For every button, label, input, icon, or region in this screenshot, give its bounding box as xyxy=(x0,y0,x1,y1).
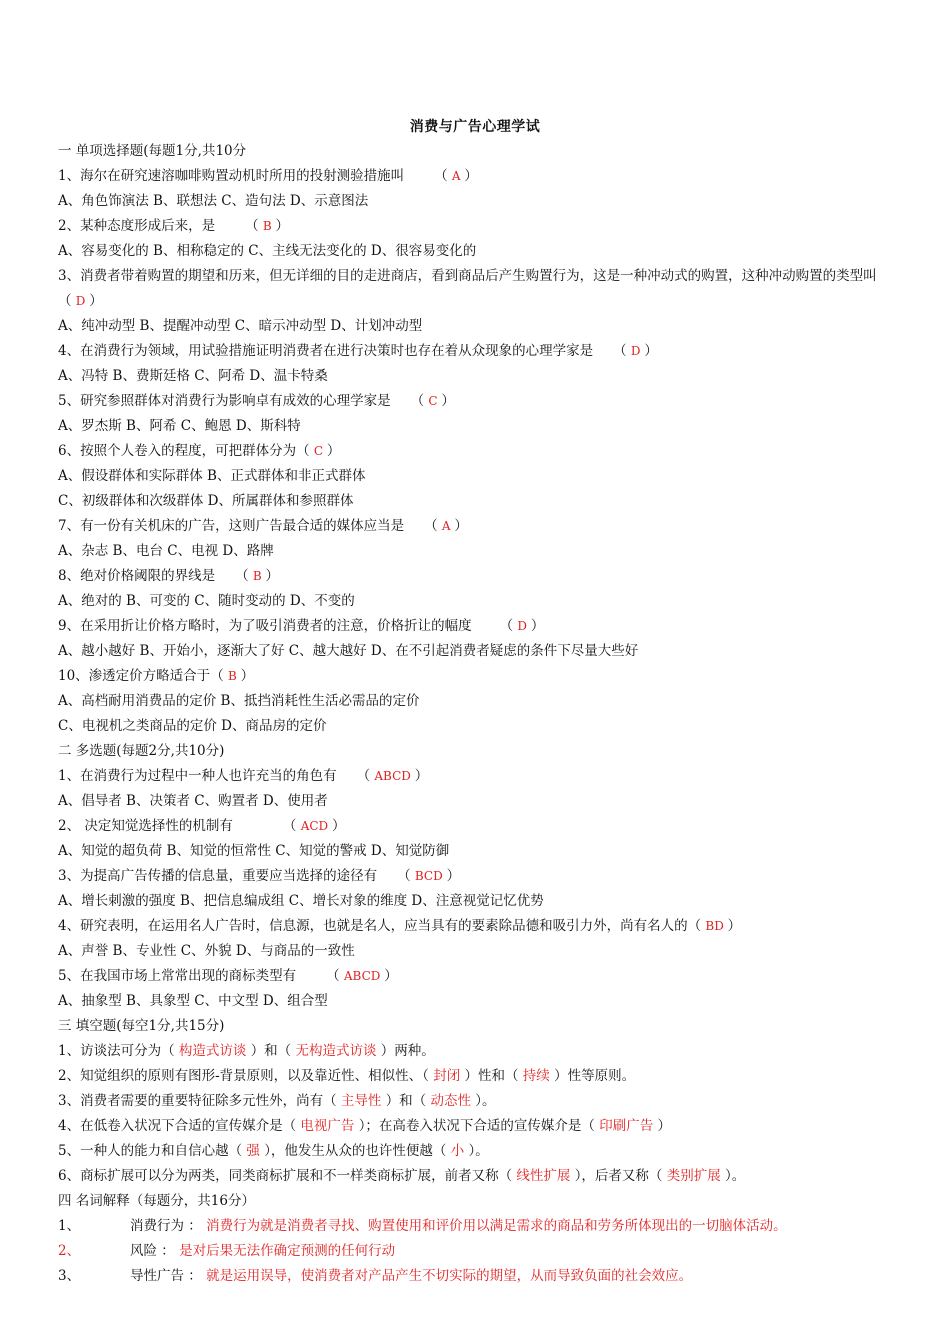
line-text: 4、研究表明，在运用名人广告时，信息源，也就是名人，应当具有的要素除品德和吸引力外，尚有名人的 xyxy=(58,918,688,934)
answer-bracket: （ D ） xyxy=(499,618,545,634)
line-text: 一 单项选择题(每题1分,共10分 xyxy=(58,143,247,159)
section-heading: 四 名词解释（每题分，共16分） xyxy=(58,1193,255,1209)
text-line xyxy=(58,764,918,789)
text-line xyxy=(58,364,918,389)
definition-term: 导性广告 xyxy=(130,1268,184,1284)
fill-text: ）。 xyxy=(725,1168,746,1184)
exam-body xyxy=(58,139,918,1289)
line-text: 7、有一份有关机床的广告，这则广告最合适的媒体应当是 xyxy=(58,518,405,534)
fill-text: 1、访谈法可分为（ xyxy=(58,1043,175,1059)
line-text: C、初级群体和次级群体 D、所属群体和参照群体 xyxy=(58,493,354,509)
text-line xyxy=(58,414,918,439)
text-line xyxy=(58,539,918,564)
answer-key: ACD xyxy=(300,819,332,833)
line-text: A、知觉的超负荷 B、知觉的恒常性 C、知觉的警戒 D、知觉防御 xyxy=(58,843,450,859)
text-line xyxy=(58,389,918,414)
line-text: A、杂志 B、电台 C、电视 D、路牌 xyxy=(58,543,274,559)
definition-number: 2、 xyxy=(58,1243,81,1259)
fill-text: 6、商标扩展可以分为两类，同类商标扩展和不一样类商标扩展，前者又称（ xyxy=(58,1168,513,1184)
text-line xyxy=(58,264,918,314)
text-line xyxy=(58,714,918,739)
line-text: 二 多选题(每题2分,共10分) xyxy=(58,743,225,759)
answer-key: B xyxy=(262,219,276,233)
line-text: 6、按照个人卷入的程度，可把群体分为 xyxy=(58,443,297,459)
page-title: 消费与广告心理学试 xyxy=(409,119,541,135)
fill-answer: 持续 xyxy=(518,1068,555,1084)
answer-key: BCD xyxy=(414,869,447,883)
fill-answer: 类别扩展 xyxy=(662,1168,726,1184)
answer-bracket: （ A ） xyxy=(434,168,478,184)
fill-text: 2、知觉组织的原则有图形-背景原则，以及靠近性、相似性、（ xyxy=(58,1068,429,1084)
answer-key: D xyxy=(630,344,645,358)
fill-text: 4、在低卷入状况下合适的宣传媒介是（ xyxy=(58,1118,297,1134)
definition-sep: ： xyxy=(184,1268,207,1284)
fill-text: ），他发生从众的也许性便越（ xyxy=(264,1143,447,1159)
line-text: 3、为提高广告传播的信息量，重要应当选择的途径有 xyxy=(58,868,378,884)
line-text: 三 填空题(每空1分,共15分) xyxy=(58,1018,225,1034)
definition-sep: ： xyxy=(184,1218,207,1234)
line-text: 2、某种态度形成后来，是 xyxy=(58,218,216,234)
fill-text: ）两种。 xyxy=(380,1043,435,1059)
answer-key: C xyxy=(313,444,327,458)
text-line xyxy=(58,739,918,764)
fill-text: ）。 xyxy=(475,1093,496,1109)
answer-bracket: （ ABCD ） xyxy=(356,768,429,784)
text-line xyxy=(58,514,918,539)
line-text: 1、在消费行为过程中一种人也许充当的角色有 xyxy=(58,768,337,784)
answer-bracket: （ D ） xyxy=(58,293,103,309)
line-text: 4、在消费行为领域，用试验措施证明消费者在进行决策时也存在着从众现象的心理学家是 xyxy=(58,343,594,359)
line-text: C、电视机之类商品的定价 D、商品房的定价 xyxy=(58,718,327,734)
answer-bracket: （ ACD ） xyxy=(282,818,346,834)
answer-key: B xyxy=(252,569,266,583)
text-line xyxy=(58,839,918,864)
fill-text: ） xyxy=(657,1118,672,1134)
fill-answer: 主导性 xyxy=(336,1093,386,1109)
fill-text: ）性等原则。 xyxy=(554,1068,636,1084)
line-text: A、冯特 B、费斯廷格 C、阿希 D、温卡特桑 xyxy=(58,368,328,384)
text-line xyxy=(58,589,918,614)
fill-answer: 印刷广告 xyxy=(594,1118,658,1134)
text-line xyxy=(58,339,918,364)
text-line xyxy=(58,214,918,239)
text-line xyxy=(58,864,918,889)
text-line xyxy=(58,889,918,914)
line-text: A、绝对的 B、可变的 C、随时变动的 D、不变的 xyxy=(58,593,355,609)
line-text: A、抽象型 B、具象型 C、中文型 D、组合型 xyxy=(58,993,328,1009)
fill-answer: 电视广告 xyxy=(296,1118,359,1134)
fill-answer: 强 xyxy=(242,1143,265,1159)
fill-text: 5、一种人的能力和自信心越（ xyxy=(58,1143,243,1159)
answer-key: C xyxy=(428,394,442,408)
text-line xyxy=(58,464,918,489)
answer-bracket: （ B ） xyxy=(235,568,280,584)
line-text: A、容易变化的 B、相称稳定的 C、主线无法变化的 D、很容易变化的 xyxy=(58,243,477,259)
definition-line xyxy=(58,1264,918,1289)
fill-answer: 无构造式访谈 xyxy=(291,1043,381,1059)
fill-text: ）性和（ xyxy=(464,1068,519,1084)
line-text: A、倡导者 B、决策者 C、购置者 D、使用者 xyxy=(58,793,328,809)
text-line xyxy=(58,964,918,989)
fill-line xyxy=(58,1139,918,1164)
fill-text: ），后者又称（ xyxy=(574,1168,663,1184)
line-text: A、假设群体和实际群体 B、正式群体和非正式群体 xyxy=(58,468,366,484)
line-text: 5、在我国市场上常常出现的商标类型有 xyxy=(58,968,297,984)
answer-bracket: （ C ） xyxy=(296,443,341,459)
line-text: 3、消费者带着购置的期望和历来，但无详细的目的走进商店，看到商品后产生购置行为，这是一种冲动式的购置，这种冲动购置的类型叫 xyxy=(58,268,877,284)
answer-key: BD xyxy=(705,919,728,933)
answer-bracket: （ C ） xyxy=(410,393,455,409)
answer-bracket: （ D ） xyxy=(613,343,658,359)
answer-bracket: （ B ） xyxy=(245,218,290,234)
answer-bracket: （ A ） xyxy=(424,518,468,534)
fill-answer: 构造式访谈 xyxy=(174,1043,251,1059)
answer-key: A xyxy=(441,519,455,533)
fill-answer: 动态性 xyxy=(426,1093,476,1109)
text-line xyxy=(58,989,918,1014)
text-line xyxy=(58,789,918,814)
fill-answer: 封闭 xyxy=(428,1068,465,1084)
answer-key: D xyxy=(517,619,531,633)
answer-key: ABCD xyxy=(374,769,415,783)
line-text: A、角色饰演法 B、联想法 C、造句法 D、示意图法 xyxy=(58,193,369,209)
fill-text: ）和（ xyxy=(250,1043,292,1059)
text-line xyxy=(58,239,918,264)
answer-key: A xyxy=(451,169,465,183)
text-line xyxy=(58,664,918,689)
line-text: A、增长刺激的强度 B、把信息编成组 C、增长对象的维度 D、注意视觉记忆优势 xyxy=(58,893,544,909)
text-line xyxy=(58,189,918,214)
definition-text: 是对后果无法作确定预测的任何行动 xyxy=(179,1243,396,1259)
text-line xyxy=(58,489,918,514)
text-line xyxy=(58,1014,918,1039)
line-text: 8、绝对价格阈限的界线是 xyxy=(58,568,216,584)
line-text: A、罗杰斯 B、阿希 C、鲍恩 D、斯科特 xyxy=(58,418,301,434)
line-text: 10、渗透定价方略适合于 xyxy=(58,668,211,684)
line-text: A、声誉 B、专业性 C、外貌 D、与商品的一致性 xyxy=(58,943,355,959)
answer-key: B xyxy=(227,669,241,683)
definition-text: 消费行为就是消费者寻找、购置使用和评价用以满足需求的商品和劳务所体现出的一切脑体活动。 xyxy=(206,1218,787,1234)
text-line xyxy=(58,614,918,639)
fill-line xyxy=(58,1164,918,1189)
text-line xyxy=(58,689,918,714)
line-text: A、越小越好 B、开始小，逐渐大了好 C、越大越好 D、在不引起消费者疑虑的条件下尽量大些好 xyxy=(58,643,639,659)
fill-line xyxy=(58,1064,918,1089)
answer-bracket: （ BD ） xyxy=(687,918,742,934)
definition-number: 1、 xyxy=(58,1218,81,1234)
fill-line xyxy=(58,1114,918,1139)
answer-key: ABCD xyxy=(343,969,385,983)
line-text: A、高档耐用消费品的定价 B、抵挡消耗性生活必需品的定价 xyxy=(58,693,420,709)
fill-text: ）；在高卷入状况下合适的宣传媒介是（ xyxy=(358,1118,595,1134)
definition-sep: ： xyxy=(157,1243,180,1259)
answer-bracket: （ BCD ） xyxy=(397,868,461,884)
definition-line xyxy=(58,1239,918,1264)
text-line xyxy=(58,439,918,464)
answer-key: D xyxy=(75,294,90,308)
line-text: 5、研究参照群体对消费行为影响卓有成效的心理学家是 xyxy=(58,393,391,409)
answer-bracket: （ B ） xyxy=(210,668,255,684)
definition-term: 风险 xyxy=(130,1243,157,1259)
fill-answer: 线性扩展 xyxy=(512,1168,575,1184)
line-text: 2、 决定知觉选择性的机制有 xyxy=(58,818,233,834)
definition-line xyxy=(58,1214,918,1239)
text-line xyxy=(58,164,918,189)
definition-text: 就是运用误导，使消费者对产品产生不切实际的期望，从而导致负面的社会效应。 xyxy=(206,1268,693,1284)
text-line xyxy=(58,639,918,664)
fill-answer: 小 xyxy=(446,1143,469,1159)
fill-text: ）。 xyxy=(468,1143,489,1159)
text-line xyxy=(58,314,918,339)
text-line xyxy=(58,939,918,964)
fill-line xyxy=(58,1089,918,1114)
answer-bracket: （ ABCD ） xyxy=(326,968,398,984)
text-line xyxy=(58,139,918,164)
line-text: 1、海尔在研究速溶咖啡购置动机时所用的投射测验措施叫 xyxy=(58,168,405,184)
fill-line xyxy=(58,1039,918,1064)
fill-text: ）和（ xyxy=(385,1093,427,1109)
line-text: A、纯冲动型 B、提醒冲动型 C、暗示冲动型 D、计划冲动型 xyxy=(58,318,423,334)
text-line xyxy=(58,814,918,839)
definition-term: 消费行为 xyxy=(130,1218,184,1234)
line-text: 9、在采用折让价格方略时，为了吸引消费者的注意，价格折让的幅度 xyxy=(58,618,472,634)
text-line xyxy=(58,564,918,589)
definition-number: 3、 xyxy=(58,1268,81,1284)
fill-text: 3、消费者需要的重要特征除多元性外，尚有（ xyxy=(58,1093,337,1109)
text-line xyxy=(58,914,918,939)
